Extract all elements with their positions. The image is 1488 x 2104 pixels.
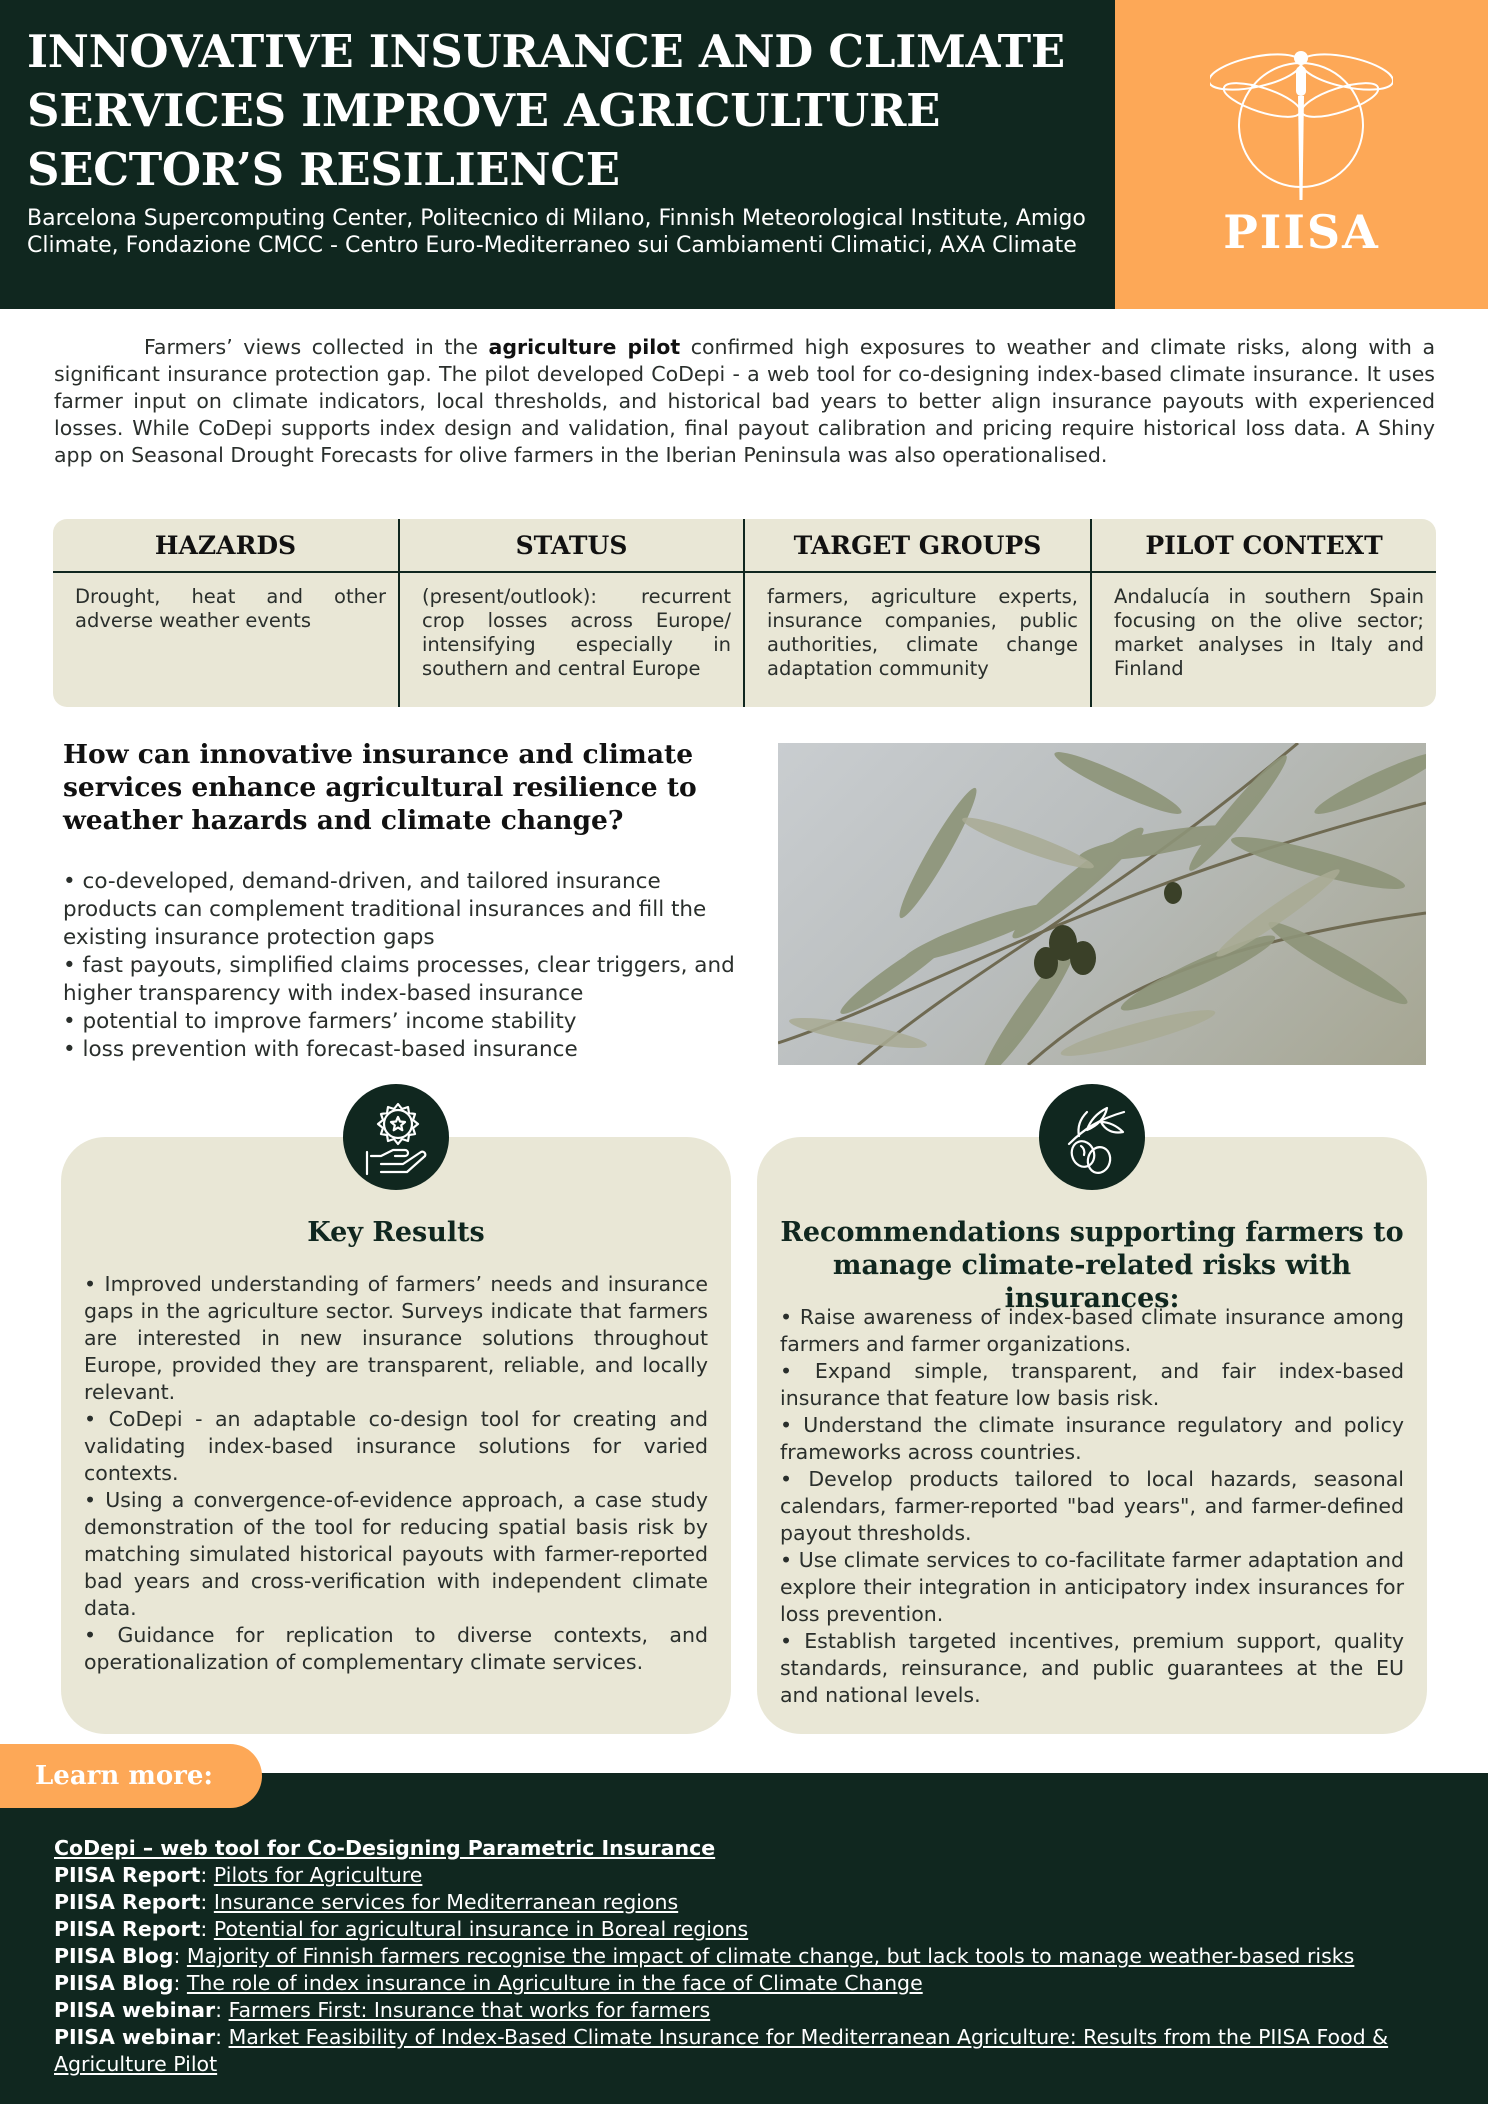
list-item: • fast payouts, simplified claims processes, clear triggers, and higher transparency with index-based insurance xyxy=(63,953,735,1006)
report-link[interactable]: Potential for agricultural insurance in Boreal regions xyxy=(213,1917,749,1941)
logo-panel xyxy=(1115,0,1488,309)
list-item: • co-developed, demand-driven, and tailored insurance products can complement traditional insurances and fill the existing insurance protection gaps xyxy=(63,869,707,950)
link-label: PIISA Report xyxy=(54,1890,201,1914)
recommendations-list xyxy=(780,1304,1404,1709)
report-link[interactable]: Insurance services for Mediterranean regions xyxy=(213,1890,679,1914)
question-bullet-list xyxy=(63,868,753,1064)
page-title: INNOVATIVE INSURANCE AND CLIMATE SERVICES IMPROVE AGRICULTURE SECTOR’S RESILIENCE xyxy=(27,25,1065,196)
table-header: PILOT CONTEXT xyxy=(1092,519,1436,573)
key-results-title: Key Results xyxy=(307,1217,485,1248)
list-item: • loss prevention with forecast-based insurance xyxy=(63,1037,578,1062)
list-item: • Using a convergence-of-evidence approach, a case study demonstration of the tool for reducing spatial basis risk by matching simulated historical payouts with farmer-reported bad years and cross-verification with independent climate data. xyxy=(84,1488,708,1620)
blog-link[interactable]: Majority of Finnish farmers recognise the impact of climate change, but lack tools to manage weather-based risks xyxy=(186,1944,1355,1968)
list-item: PIISA Blog: The role of index insurance in Agriculture in the face of Climate Change xyxy=(54,1971,923,1995)
list-item: • Expand simple, transparent, and fair index-based insurance that feature low basis risk. xyxy=(780,1359,1404,1410)
webinar-link[interactable]: Market Feasibility of Index-Based Climate Insurance for Mediterranean Agriculture: Results from the PIISA Food & Agriculture Pilot xyxy=(54,2025,1389,2076)
table-header: TARGET GROUPS xyxy=(745,519,1090,573)
table-column-status xyxy=(398,519,743,707)
table-cell: farmers, agriculture experts, insurance companies, public authorities, climate change adaptation community xyxy=(767,585,1078,680)
list-item: PIISA Report: Potential for agricultural insurance in Boreal regions xyxy=(54,1917,749,1941)
link-label: PIISA Blog xyxy=(54,1971,174,1995)
list-item: PIISA webinar: Market Feasibility of Index-Based Climate Insurance for Mediterranean Agriculture: Results from the PIISA Food & Agriculture Pilot xyxy=(54,2025,1389,2076)
table-header: STATUS xyxy=(400,519,743,573)
list-item: • Guidance for replication to diverse contexts, and operationalization of complementary climate services. xyxy=(84,1623,708,1674)
pilot-info-table xyxy=(53,519,1436,707)
table-cell: (present/outlook): recurrent crop losses across Europe/ intensifying especially in southern and central Europe xyxy=(422,585,731,680)
list-item: • Develop products tailored to local hazards, seasonal calendars, farmer-reported "bad years", and farmer-defined payout thresholds. xyxy=(780,1467,1404,1545)
award-hand-icon xyxy=(343,1084,449,1190)
link-label: PIISA Report xyxy=(54,1917,201,1941)
intro-lead: Farmers’ views collected in the xyxy=(144,335,489,359)
list-item: PIISA Blog: Majority of Finnish farmers recognise the impact of climate change, but lack tools to manage weather-based risks xyxy=(54,1944,1355,1968)
question-heading: How can innovative insurance and climate services enhance agricultural resilience to weather hazards and climate change? xyxy=(63,739,697,836)
link-label: PIISA webinar xyxy=(54,1998,216,2022)
list-item: • potential to improve farmers’ income stability xyxy=(63,1009,577,1034)
olive-branch-icon xyxy=(1039,1084,1145,1190)
intro-rest: confirmed high exposures to weather and climate risks, along with a significant insurance protection gap. The pilot developed CoDepi - a web tool for co-designing index-based climate insurance. It uses farmer input on climate indicators, local thresholds, and historical bad years to better align insurance payouts with experienced losses. While CoDepi supports index design and validation, final payout calibration and pricing require historical loss data. A Shiny app on Seasonal Drought Forecasts for olive farmers in the Iberian Peninsula was also operationalised. xyxy=(54,335,1436,467)
list-item: • Use climate services to co-facilitate farmer adaptation and explore their integration in anticipatory index insurances for loss prevention. xyxy=(780,1548,1404,1626)
list-item: PIISA webinar: Farmers First: Insurance that works for farmers xyxy=(54,1998,711,2022)
table-column-target-groups xyxy=(743,519,1090,707)
recommendations-card xyxy=(757,1137,1427,1734)
table-column-hazards xyxy=(53,519,398,707)
blog-link[interactable]: The role of index insurance in Agriculture in the face of Climate Change xyxy=(186,1971,923,1995)
webinar-link[interactable]: Farmers First: Insurance that works for farmers xyxy=(228,1998,711,2022)
recommendations-title: Recommendations supporting farmers to manage climate-related risks with insurances: xyxy=(780,1217,1404,1314)
author-list: Barcelona Supercomputing Center, Politecnico di Milano, Finnish Meteorological Institute, Amigo Climate, Fondazione CMCC - Centro Euro-Mediterraneo sui Cambiamenti Climatici, AXA Climate xyxy=(27,206,1086,258)
list-item: PIISA Report: Pilots for Agriculture xyxy=(54,1863,423,1887)
table-header: HAZARDS xyxy=(53,519,398,573)
dragonfly-logo-icon xyxy=(1210,30,1393,205)
list-item: • Improved understanding of farmers’ needs and insurance gaps in the agriculture sector. Surveys indicate that farmers are interested in new insurance solutions throughout Europe, provided they are transparent, reliable, and locally relevant. xyxy=(84,1272,708,1404)
key-results-card xyxy=(61,1137,731,1734)
list-item: • CoDepi - an adaptable co-design tool for creating and validating index-based insurance solutions for varied contexts. xyxy=(84,1407,708,1485)
logo-wordmark: PIISA xyxy=(1223,205,1380,259)
list-item: PIISA Report: Insurance services for Mediterranean regions xyxy=(54,1890,679,1914)
list-item: • Establish targeted incentives, premium support, quality standards, reinsurance, and public guarantees at the EU and national levels. xyxy=(780,1629,1404,1707)
table-cell: Andalucía in southern Spain focusing on the olive sector; market analyses in Italy and Finland xyxy=(1114,585,1424,680)
learn-more-label: Learn more: xyxy=(0,1744,262,1808)
olive-branch-photo xyxy=(778,743,1426,1065)
link-label: PIISA Blog xyxy=(54,1944,174,1968)
intro-paragraph xyxy=(54,334,1435,469)
table-column-pilot-context xyxy=(1090,519,1436,707)
link-label: PIISA webinar xyxy=(54,2025,216,2049)
report-link[interactable]: Pilots for Agriculture xyxy=(213,1863,423,1887)
list-item: • Understand the climate insurance regulatory and policy frameworks across countries. xyxy=(780,1413,1404,1464)
table-cell: Drought, heat and other adverse weather events xyxy=(75,585,386,632)
link-label: PIISA Report xyxy=(54,1863,201,1887)
codepi-link[interactable]: CoDepi – web tool for Co-Designing Parametric Insurance xyxy=(54,1836,716,1860)
resource-links xyxy=(54,1835,1454,2078)
list-item: • Raise awareness of index-based climate insurance among farmers and farmer organizations. xyxy=(780,1305,1404,1356)
key-results-list xyxy=(84,1271,708,1676)
intro-highlight: agriculture pilot xyxy=(488,335,681,359)
